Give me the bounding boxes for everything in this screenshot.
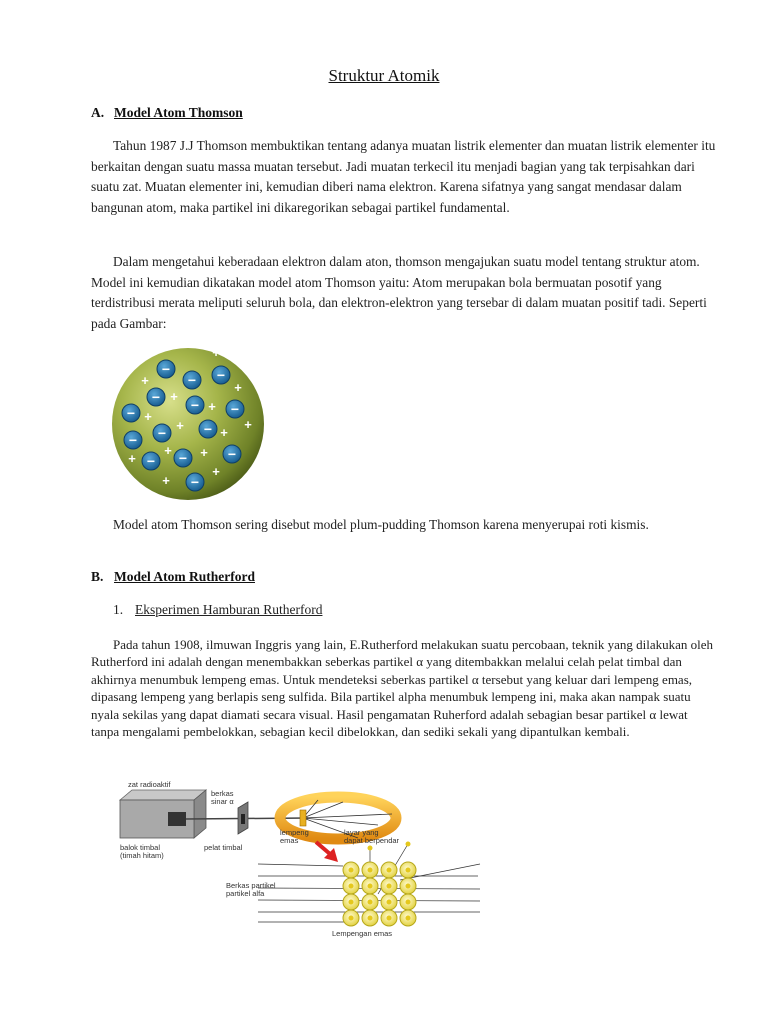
subsection-b1-heading (113, 602, 322, 618)
rutherford-experiment-figure (108, 778, 488, 943)
svg-text:+: + (164, 443, 172, 458)
thomson-atom-figure (108, 345, 268, 505)
svg-text:−: − (227, 446, 237, 462)
svg-text:+: + (200, 445, 208, 460)
svg-text:+: + (244, 417, 252, 432)
svg-text:+: + (208, 399, 216, 414)
svg-text:−: − (151, 389, 161, 405)
svg-text:+: + (234, 380, 242, 395)
label-zat-radioaktif: zat radioaktif (128, 780, 171, 789)
paragraph-thomson-2-text: Dalam mengetahui keberadaan elektron dalam aton, thomson mengajukan suatu model tentang struktur atom. Model ini kemudian dikatakan model atom Thomson yaitu: Atom merupakan bola bermuatan posotif yang terdistribusi merata meliputi seluruh bola, dan elektron-elektron yang tersebar di dalam muatan positif tadi. Seperti pada Gambar: (91, 254, 707, 331)
section-a-heading (91, 105, 243, 121)
label-lempengan-emas: Lempengan emas (332, 929, 393, 938)
svg-text:+: + (162, 473, 170, 488)
svg-text:−: − (146, 453, 156, 469)
label-lempeng-1: lempeng (280, 828, 309, 837)
zoom-arrow (316, 842, 338, 862)
svg-text:+: + (212, 345, 220, 360)
label-pelat-timbal: pelat timbal (204, 843, 243, 852)
label-berkas-2: sinar α (211, 797, 234, 806)
label-partikel-2: partikel alfa (226, 889, 265, 898)
section-a-label: Model Atom Thomson (114, 105, 243, 120)
label-berkas-1: berkas (211, 789, 234, 798)
section-b-heading (91, 569, 255, 585)
subsection-b1-label: Eksperimen Hamburan Rutherford (135, 602, 323, 617)
svg-text:+: + (144, 409, 152, 424)
label-lempeng-2: emas (280, 836, 299, 845)
label-layar-1: layar yang (344, 828, 379, 837)
svg-text:−: − (161, 361, 171, 377)
svg-text:−: − (203, 421, 213, 437)
svg-text:−: − (178, 450, 188, 466)
lead-block (120, 790, 206, 838)
svg-text:−: − (230, 401, 240, 417)
svg-text:−: − (126, 405, 136, 421)
svg-text:+: + (220, 425, 228, 440)
thomson-caption: Model atom Thomson sering disebut model plum-pudding Thomson karena menyerupai roti kismis. (113, 517, 649, 532)
section-a-number: A. (91, 105, 105, 120)
page-title: Struktur Atomik (328, 66, 440, 85)
svg-text:−: − (216, 367, 226, 383)
svg-text:−: − (190, 397, 200, 413)
paragraph-thomson-1-text: Tahun 1987 J.J Thomson membuktikan tentang adanya muatan listrik elementer dan muatan listrik elementer itu berkaitan dengan suatu massa muatan tersebut. Jadi muatan terkecil itu menjadi bagian yang tak terpisahkan dari suatu zat. Muatan elementer ini, kemudian diberi nama elektron. Karena sifatnya yang sangat mendasar dalam bangunan atom, maka partikel ini dikaregorikan sebagai partikel fundamental. (91, 138, 716, 215)
svg-text:−: − (157, 425, 167, 441)
label-partikel-1: Berkas partikel (226, 881, 276, 890)
svg-text:−: − (128, 432, 138, 448)
label-layar-2: dapat berpendar (344, 836, 400, 845)
label-balok-1: balok timbal (120, 843, 161, 852)
svg-text:−: − (187, 372, 197, 388)
paragraph-thomson-1 (91, 136, 716, 218)
svg-text:−: − (190, 474, 200, 490)
section-b-number: B. (91, 569, 104, 584)
svg-text:+: + (176, 418, 184, 433)
gold-foil-atoms (343, 842, 416, 927)
svg-text:+: + (128, 451, 136, 466)
svg-text:+: + (170, 389, 178, 404)
svg-text:+: + (141, 373, 149, 388)
paragraph-thomson-2 (91, 252, 716, 334)
section-b-label: Model Atom Rutherford (114, 569, 255, 584)
lead-plate (238, 802, 248, 834)
paragraph-rutherford-text: Pada tahun 1908, ilmuwan Inggris yang lain, E.Rutherford melakukan suatu percobaan, teknik yang dilakukan oleh Rutherford ini adalah dengan menembakkan seberkas partikel α yang ditembakkan melalui celah pelat timbal dan akhirnya menumbuk lempeng emas. Untuk mendeteksi seberkas partikel α tersebut yang keluar dari lempeng emas, dipasang lempeng yang berlapis seng sulfida. Bila partikel alpha menumbuk lempeng ini, maka akan nampak suatu nyala sekilas yang dapat diamati secara visual. Hasil pengamatan Ruherford adalah sebagian besar partikel α lewat tanpa mengalami pembelokkan, sebagian kecil dibelokkan, dan sediki sekali yang dipantulkan kembali. (91, 637, 714, 740)
svg-text:+: + (212, 464, 220, 479)
paragraph-rutherford (91, 636, 716, 740)
label-balok-2: (timah hitam) (120, 851, 164, 860)
subsection-b1-number: 1. (113, 602, 124, 617)
